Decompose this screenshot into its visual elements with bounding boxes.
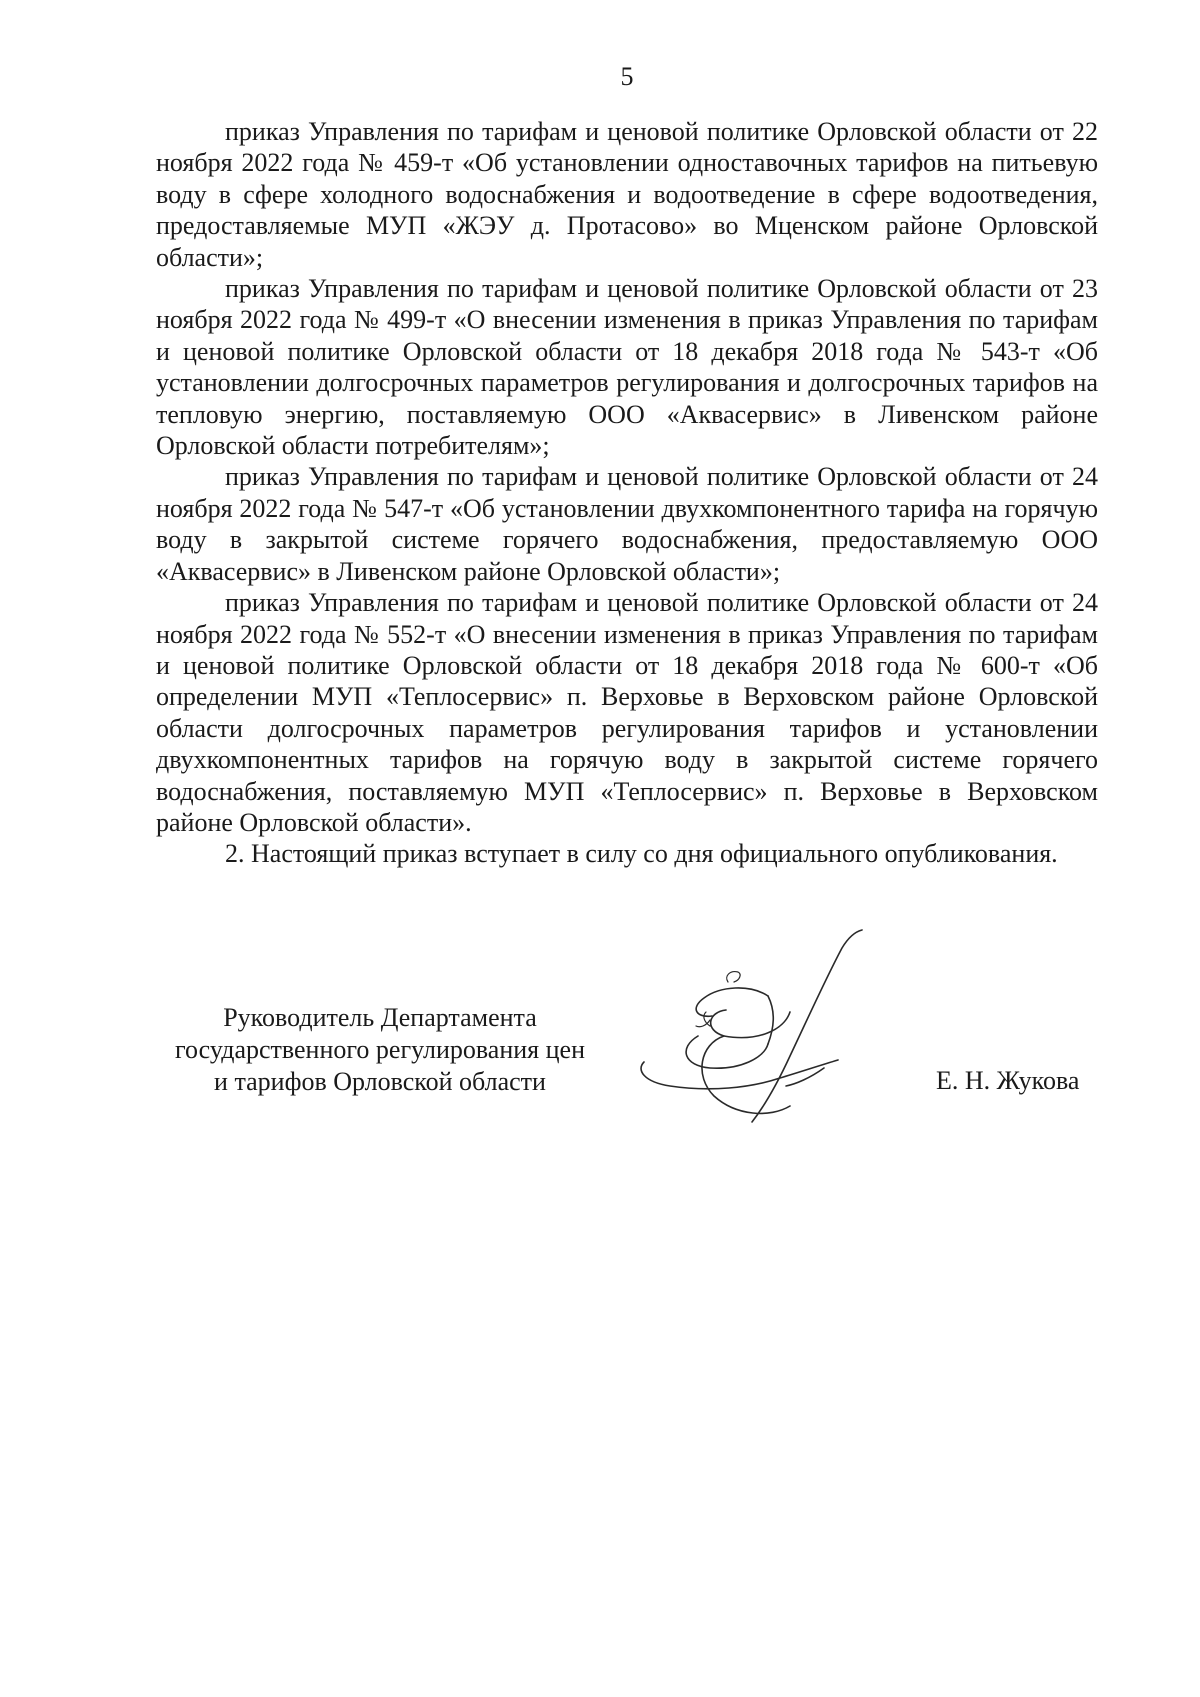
page-number: 5: [620, 62, 634, 91]
paragraph-order-552: приказ Управления по тарифам и ценовой политике Орловской области от 24 ноября 2022 года № 552-т «О внесении изменения в приказ Управления по тарифам и ценовой политике Орловской области от 18 декабря 2018 года № 600-т «Об определении МУП «Теплосервис» п. Верховье в Верховском районе Орловской области долгосрочных параметров регулирования тарифов и установлении двухкомпонентных тарифов на горячую воду в закрытой системе горячего водоснабжения, поставляемую МУП «Теплосервис» п. Верховье в Верховском районе Орловской области».: [156, 588, 1098, 837]
signer-position-line: Руководитель Департамента: [223, 1003, 537, 1032]
paragraph-effective-clause: 2. Настоящий приказ вступает в силу со дня официального опубликования.: [225, 839, 1058, 869]
handwritten-signature: [640, 926, 900, 1156]
signer-position-line: государственного регулирования цен: [175, 1035, 585, 1064]
signer-position: [140, 1002, 620, 1098]
paragraph-order-547: приказ Управления по тарифам и ценовой политике Орловской области от 24 ноября 2022 года № 547-т «Об установлении двухкомпонентного тарифа на горячую воду в закрытой системе горячего водоснабжения, предоставляемую ООО «Аквасервис» в Ливенском районе Орловской области»;: [156, 462, 1098, 586]
paragraph-order-459: приказ Управления по тарифам и ценовой политике Орловской области от 22 ноября 2022 года № 459-т «Об установлении одноставочных тарифов на питьевую воду в сфере холодного водоснабжения и водоотведение в сфере водоотведения, предоставляемые МУП «ЖЭУ д. Протасово» во Мценском районе Орловской области»;: [156, 117, 1098, 272]
document-body: [156, 116, 1098, 870]
signer-name: Е. Н. Жукова: [936, 1066, 1080, 1095]
paragraph-order-499: приказ Управления по тарифам и ценовой политике Орловской области от 23 ноября 2022 года № 499-т «О внесении изменения в приказ Управления по тарифам и ценовой политике Орловской области от 18 декабря 2018 года № 543-т «Об установлении долгосрочных параметров регулирования и долгосрочных тарифов на тепловую энергию, поставляемую ООО «Аквасервис» в Ливенском районе Орловской области потребителям»;: [156, 274, 1098, 461]
signer-position-line: и тарифов Орловской области: [214, 1067, 546, 1096]
